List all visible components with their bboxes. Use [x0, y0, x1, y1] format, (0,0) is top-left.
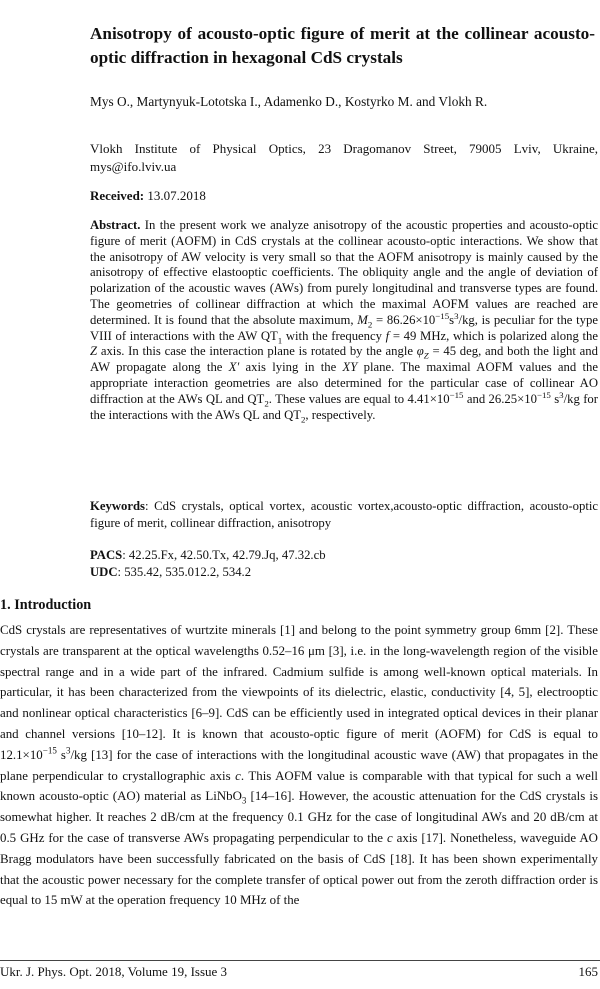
- body-text: s: [56, 747, 66, 762]
- classification-codes: [90, 547, 326, 581]
- abstract-text: . These values are equal to 4.41×10: [268, 391, 450, 406]
- udc-codes: : 535.42, 535.012.2, 534.2: [117, 565, 252, 579]
- pacs-label: PACS: [90, 548, 123, 562]
- pacs-line: [90, 547, 326, 564]
- abstract-text: with the frequency: [282, 328, 386, 343]
- page-number: 165: [578, 964, 598, 979]
- keywords: [90, 498, 598, 532]
- z-axis-symbol: Z: [90, 344, 98, 359]
- exponent: 3: [559, 389, 564, 400]
- section-heading: 1. Introduction: [0, 597, 92, 613]
- abstract: [90, 218, 598, 423]
- x-axis-symbol: X′: [228, 360, 240, 375]
- received-value: 13.07.2018: [147, 188, 206, 203]
- abstract-text: axis lying in the: [239, 360, 343, 375]
- received-date: [90, 188, 206, 204]
- m2-unit-exponent: 3: [454, 310, 459, 321]
- body-text: [14–16]. However, the acoustic attenuation for the CdS crystals is somewhat higher. It reaches 2 dB/cm at the frequency 0.1 GHz for the case of longitudinal AWs and 20 dB/cm at 0.5 GHz for the case of transverse AWs propagating perpendicular to the: [0, 789, 598, 845]
- abstract-text: s: [550, 391, 560, 406]
- abstract-text: = 45 deg, and both the light and AW propagate along the: [90, 344, 598, 375]
- exponent: −15: [42, 745, 57, 756]
- introduction-body: [0, 620, 598, 911]
- footer-divider: [0, 960, 600, 961]
- abstract-text: = 49 MHz, which is polarized along the: [389, 328, 598, 343]
- received-label: Received:: [90, 188, 145, 203]
- journal-citation: Ukr. J. Phys. Opt. 2018, Volume 19, Issue 3: [0, 964, 228, 979]
- body-text: /kg [13] for the case of interactions with the longitudinal acoustic wave (AW) that propagates in the plane perpendicular to crystallographic axis: [0, 747, 598, 783]
- affiliation: Vlokh Institute of Physical Optics, 23 Dragomanov Street, 79005 Lviv, Ukraine, mys@ifo.lviv.ua: [90, 141, 598, 174]
- subscript: 3: [241, 795, 247, 806]
- udc-line: [90, 564, 326, 581]
- phi-subscript: Z: [423, 350, 429, 361]
- m2-subscript: 2: [367, 319, 373, 330]
- abstract-text: , respectively.: [305, 407, 376, 422]
- abstract-text: plane. The maximal AOFM values and the appropriate interaction geometries are also determined for the particular case of collinear AO diffraction at the AWs QL and QT: [90, 360, 599, 406]
- abstract-label: Abstract.: [90, 218, 141, 232]
- paper-title: Anisotropy of acousto-optic figure of merit at the collinear acousto-optic diffraction in hexagonal CdS crystals: [90, 24, 595, 67]
- c-axis-symbol: c: [235, 768, 241, 783]
- abstract-text: axis. In this case the interaction plane is rotated by the angle: [97, 344, 417, 359]
- pacs-codes: : 42.25.Fx, 42.50.Tx, 42.79.Jq, 47.32.cb: [122, 548, 326, 562]
- abstract-text: In the present work we analyze anisotropy of the acoustic properties and acousto-optic figure of merit (AOFM) in CdS crystals at the collinear acousto-optic interactions. We show that the anisotropy of AW velocity is very small so that the AOFM anisotropy is mainly caused by the anisotropy of effective elastooptic coefficients. The obliquity angle and the angle of deviation of polarization of the acoustic waves (AWs) from purely longitudinal and transverse types are found. The geometries of collinear diffraction at which the maximal AOFM values are reached are determined. It is found that the absolute maximum,: [90, 218, 599, 327]
- keywords-text: : CdS crystals, optical vortex, acoustic vortex,acousto-optic diffraction, acousto-optic figure of merit, collinear diffraction, anisotropy: [90, 499, 598, 530]
- qt2-subscript: 2: [300, 414, 306, 425]
- m2-symbol: M: [357, 312, 368, 327]
- m2-value: = 86.26×10: [372, 312, 436, 327]
- qt1-subscript: 1: [277, 335, 283, 346]
- frequency-symbol: f: [385, 328, 390, 343]
- phi-symbol: φ: [416, 344, 424, 359]
- body-text: . This AOFM value is comparable with that typical for such a well known acousto-optic (AO) material as LiNbO: [0, 768, 598, 804]
- m2-exponent: −15: [435, 310, 450, 321]
- exponent: −15: [449, 389, 464, 400]
- c-axis-symbol: c: [386, 830, 393, 845]
- keywords-label: Keywords: [90, 499, 145, 513]
- udc-label: UDC: [90, 565, 118, 579]
- abstract-text: and 26.25×10: [463, 391, 537, 406]
- abstract-text: /kg, is peculiar for the type VIII of interactions with the AW QT: [90, 312, 599, 343]
- qt2-subscript: 2: [264, 398, 269, 409]
- xy-plane-symbol: XY: [342, 360, 358, 375]
- body-text: CdS crystals are representatives of wurtzite minerals [1] and belong to the point symmetry group 6mm [2]. These crystals are transparent at the optical wavelengths 0.52–16 μm [3], i.e. in the long-wavelength region of the visible spectral range and in a wide part of the infrared. Cadmium sulfide is among well-known optical materials. In particular, it has been characterized from the viewpoints of its dielectric, elastic, conductivity [4, 5], electrooptic and nonlinear optical characteristics [6–9]. CdS can be efficiently used in integrated optical devices in their planar and channel versions [10–12]. It is known that acousto-optic figure of merit (AOFM) for CdS is equal to 12.1×10: [0, 623, 598, 762]
- exponent: −15: [536, 389, 551, 400]
- body-text: axis [17]. Nonetheless, waveguide AO Bragg modulators have been successfully fabricated on the basis of CdS [18]. It has been shown experimentally that the acoustic power necessary for the complete transfer of optical power out from the zeroth diffraction order is equal to 15 mW at the operation frequency 10 MHz of the: [0, 830, 598, 908]
- abstract-text: /kg for the interactions with the AWs QL and QT: [90, 391, 598, 422]
- exponent: 3: [65, 745, 71, 756]
- m2-unit: s: [449, 312, 455, 327]
- author-list: Mys O., Martynyuk-Lototska I., Adamenko D., Kostyrko M. and Vlokh R.: [90, 94, 488, 109]
